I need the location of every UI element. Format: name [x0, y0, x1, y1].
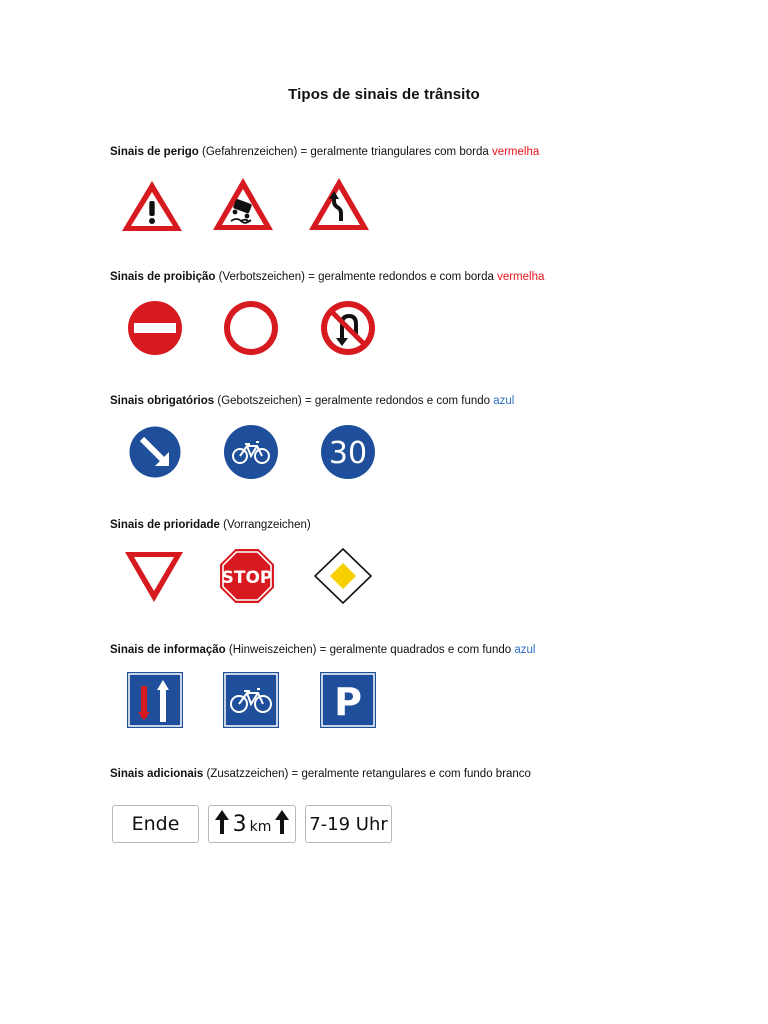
section-description: = geralmente quadrados e com fundo: [319, 644, 512, 656]
yield-icon: [123, 550, 185, 604]
section-german: (Gefahrenzeichen): [202, 146, 298, 158]
section-name: Sinais de perigo: [110, 146, 199, 158]
up-arrow-icon: [215, 810, 229, 838]
time-panel: [305, 805, 392, 843]
distance-unit: km: [249, 819, 272, 835]
parking-letter: P: [334, 680, 362, 724]
section-heading-additional: [110, 768, 531, 780]
up-arrow-icon: [275, 810, 289, 838]
warning-exclamation-icon: [120, 178, 184, 234]
bicycle-route-icon: [223, 672, 279, 728]
speed-number: 30: [328, 436, 368, 471]
parking-icon: [320, 672, 376, 728]
keep-right-icon: [127, 424, 183, 480]
section-highlight: azul: [514, 644, 536, 656]
section-heading-danger: [110, 146, 539, 158]
section-german: (Verbotszeichen): [218, 271, 305, 283]
section-name: Sinais de proibição: [110, 271, 216, 283]
section-name: Sinais adicionais: [110, 768, 204, 780]
distance-number: 3: [232, 811, 247, 837]
section-description: = geralmente redondos e com borda: [308, 271, 494, 283]
stop-text: STOP: [221, 568, 273, 588]
distance-panel: [208, 805, 296, 843]
section-german: (Vorrangzeichen): [223, 519, 311, 531]
slippery-road-icon: [211, 175, 275, 233]
section-german: (Gebotszeichen): [217, 395, 302, 407]
section-name: Sinais de prioridade: [110, 519, 220, 531]
end-panel: [112, 805, 199, 843]
section-highlight: vermelha: [497, 271, 545, 283]
bicycle-path-icon: [223, 424, 279, 480]
section-german: (Hinweiszeichen): [228, 644, 317, 656]
end-text: Ende: [131, 813, 180, 835]
section-german: (Zusatzzeichen): [206, 768, 289, 780]
section-description: = geralmente redondos e com fundo: [304, 395, 491, 407]
section-highlight: vermelha: [491, 146, 540, 158]
minimum-speed-icon: [320, 424, 376, 480]
priority-oncoming-icon: [127, 672, 183, 728]
no-u-turn-icon: [320, 300, 376, 356]
section-heading-priority: [110, 519, 311, 531]
section-description: = geralmente retangulares e com fundo branco: [291, 768, 531, 780]
section-highlight: azul: [493, 395, 515, 407]
no-vehicles-icon: [223, 300, 279, 356]
section-name: Sinais de informação: [110, 644, 226, 656]
section-heading-mandatory: [110, 395, 514, 407]
section-heading-information: [110, 644, 535, 656]
no-entry-icon: [127, 300, 183, 356]
priority-road-icon: [314, 548, 372, 604]
stop-icon: [219, 548, 275, 604]
section-heading-prohibition: [110, 271, 544, 283]
page-title: Tipos de sinais de trânsito: [288, 86, 480, 103]
section-description: = geralmente triangulares com borda: [300, 146, 489, 158]
double-curve-icon: [307, 175, 371, 233]
section-name: Sinais obrigatórios: [110, 395, 215, 407]
time-text: 7-19 Uhr: [309, 813, 388, 835]
